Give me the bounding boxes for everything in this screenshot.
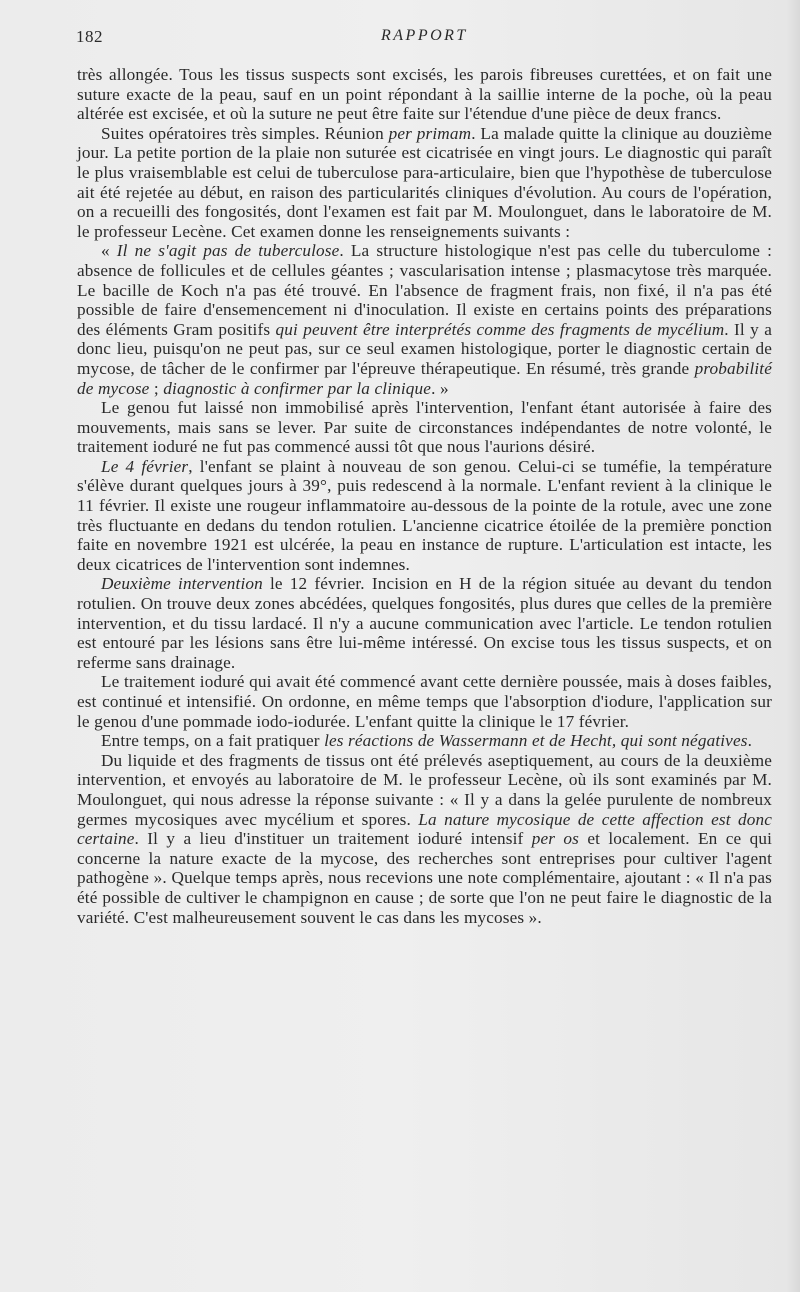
paragraph (77, 751, 772, 927)
paragraph (77, 457, 772, 575)
paragraph (77, 124, 772, 242)
running-head: RAPPORT (381, 27, 468, 44)
text-run: Du liquide et des fragments de tissus ont été prélevés aseptiquement, au cours de la deuxième intervention, et envoyés au laboratoire de M. le professeur Lecène, où ils sont examinés par M. Moulonguet, qui nous adresse la réponse suivante : « Il y a dans la gelée purulente de nombreux germes mycosiques avec mycélium et spores. (77, 750, 772, 829)
text-run: . Il y a lieu d'instituer un traitement ioduré intensif (134, 829, 532, 849)
text-run: . (747, 731, 753, 751)
text-run: ; (149, 378, 164, 398)
paragraph (77, 672, 772, 731)
italic-run: diagnostic à confirmer par la clinique (163, 378, 432, 398)
text-run: Suites opératoires très simples. Réunion (101, 123, 389, 143)
italic-run: qui peuvent être interprétés comme des fragments de mycélium (275, 319, 725, 339)
text-run: . La malade quitte la clinique au douzième jour. La petite portion de la plaie non suturée est cicatrisée en vingt jours. Le diagnostic qui paraît le plus vraisemblable est celui de tuberculose para-articulaire, bien que l'hypothèse de tuberculose ait été rejetée au début, en raison des particularités cliniques d'évolution. Au cours de l'opération, on a recueilli des fongosités, dont l'examen est fait par M. Moulonguet, dans le laboratoire de M. le professeur Lecène. Cet examen donne les renseignements suivants : (77, 123, 773, 241)
page-edge-shadow (786, 0, 800, 1292)
body-text (77, 65, 772, 927)
text-run: , l'enfant se plaint à nouveau de son genou. Celui-ci se tuméfie, la température s'élève durant quelques jours à 39°, puis redescend à la normale. L'enfant revient à la clinique le 11 février. Il existe une rougeur inflammatoire au-dessous de la pointe de la rotule, avec une zone très fluctuante en dedans du tendon rotulien. L'ancienne cicatrice étoilée de la première ponction faite en novembre 1921 est ulcérée, la peau en instance de rupture. L'articulation est intacte, les deux cicatrices de l'intervention sont indemnes. (77, 456, 772, 574)
italic-run: Deuxième intervention (101, 574, 263, 594)
text-run: . » (431, 378, 449, 398)
italic-run: probabilité de mycose (77, 358, 772, 398)
page-header (76, 27, 776, 51)
italic-run: per os (531, 829, 579, 849)
text-run: Le traitement ioduré qui avait été commencé avant cette dernière poussée, mais à doses faibles, est continué et intensifié. On ordonne, en même temps que l'absorption d'iodure, l'application sur le genou d'une pommade iodo-iodurée. L'enfant quitte la clinique le 17 février. (77, 672, 772, 731)
text-run: très allongée. Tous les tissus suspects sont excisés, les parois fibreuses curettées, et on fait une suture exacte de la peau, sauf en un point répondant à la saillie interne de la poche, où la peau altérée est excisée, et où la suture ne peut être faite sur l'étendue d'une pièce de deux francs. (77, 65, 772, 124)
page-number: 182 (76, 27, 103, 46)
text-run: . La structure histologique n'est pas celle du tuberculome : absence de follicules et de cellules géantes ; vascularisation intense ; plasmacytose très marquée. Le bacille de Koch n'a pas été trouvé. En l'absence de fragment frais, non fixé, il n'a pas été possible de faire d'ensemencement ni d'inoculation. Il existe en certains points des préparations des éléments Gram positifs (77, 241, 772, 339)
text-run: Entre temps, on a fait pratiquer (101, 731, 325, 751)
italic-run: per primam (388, 123, 472, 143)
paragraph (77, 65, 772, 124)
text-run: et localement. En ce qui concerne la nature exacte de la mycose, des recherches sont entreprises pour cultiver l'agent pathogène ». Quelque temps après, nous recevions une note complémentaire, ajoutant : « Il n'a pas été possible de cultiver le champignon en cause ; de sorte que l'on ne peut faire le diagnostic de la variété. C'est malheureusement souvent le cas dans les mycoses ». (77, 829, 772, 927)
italic-run: Il ne s'agit pas de tuberculose (116, 241, 340, 261)
italic-run: les réactions de Wassermann et de Hecht, qui sont négatives (324, 731, 748, 751)
paragraph (77, 574, 772, 672)
paragraph (77, 241, 772, 398)
text-run: « (101, 241, 117, 261)
text-run: . Il y a donc lieu, puisqu'on ne peut pas, sur ce seul examen histologique, porter le diagnostic certain de mycose, de tâcher de le confirmer par l'épreuve thérapeutique. En résumé, très grande (77, 319, 773, 378)
text-run: le 12 février. Incision en H de la région située au devant du tendon rotulien. On trouve deux zones abcédées, quelques fongosités, plus dures que celles de la première intervention, et du tissu lardacé. Il n'y a aucune communication avec l'article. Le tendon rotulien est entouré par les lésions sans être lui-même intéressé. On excise tous les tissus suspects, et on referme sans drainage. (77, 574, 772, 672)
italic-run: La nature mycosique de cette affection est donc certaine (77, 809, 772, 849)
paragraph (77, 398, 772, 457)
text-run: Le genou fut laissé non immobilisé après l'intervention, l'enfant étant autorisée à faire des mouvements, mais sans se lever. Par suite de circonstances indépendantes de notre volonté, le traitement ioduré ne fut pas commencé aussi tôt que nous l'aurions désiré. (77, 398, 772, 457)
italic-run: Le 4 février (101, 456, 189, 476)
paragraph (77, 731, 772, 751)
